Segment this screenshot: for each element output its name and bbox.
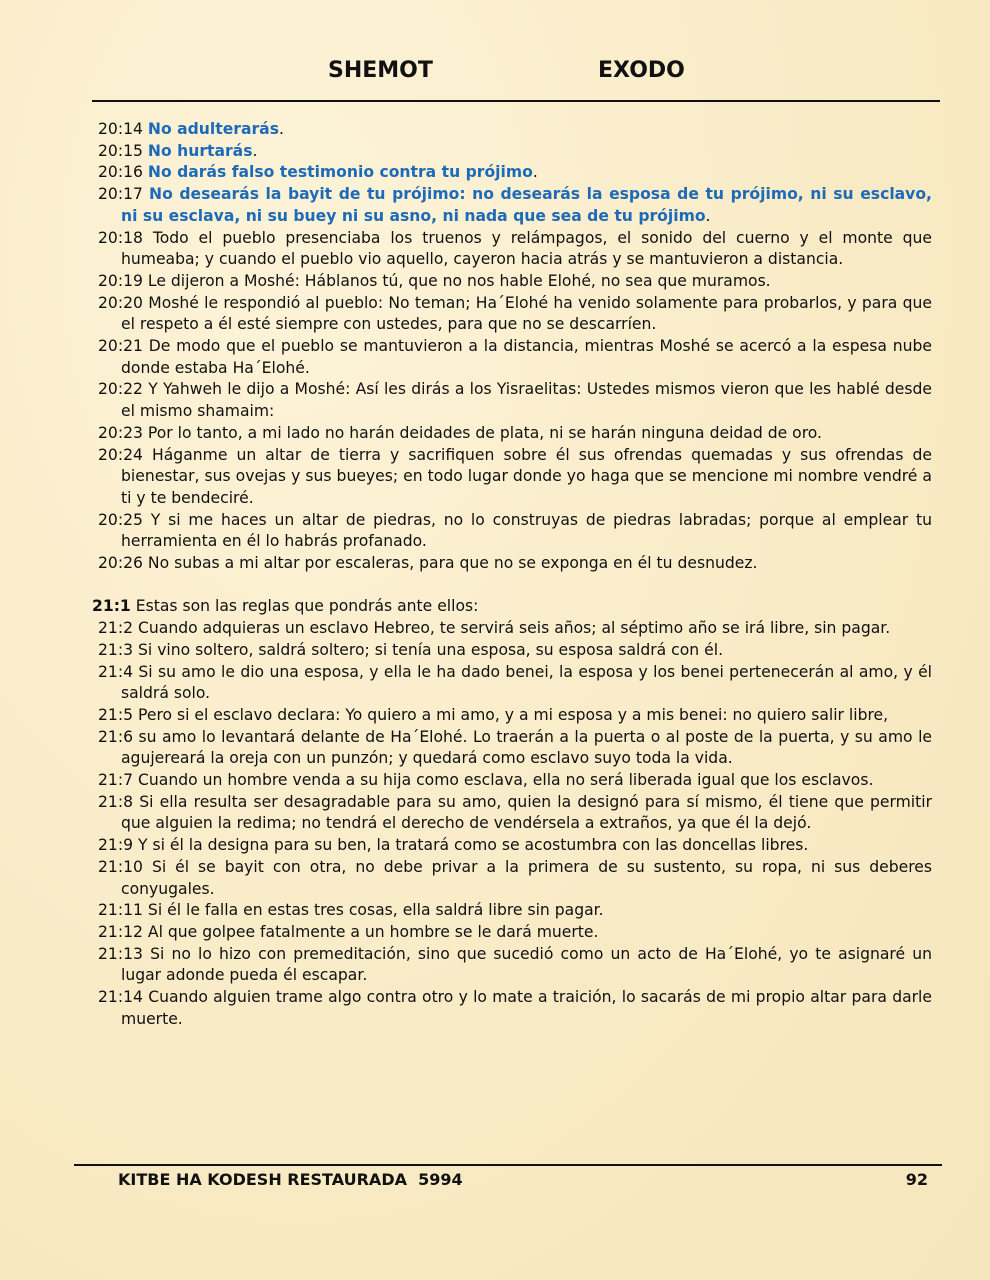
scripture-text bbox=[92, 119, 932, 1031]
verse-text: Si vino soltero, saldrá soltero; si tenía una esposa, su esposa saldrá con él. bbox=[138, 640, 724, 659]
page-number: 92 bbox=[905, 1170, 928, 1189]
verse-punct: . bbox=[252, 141, 258, 160]
footer-rule bbox=[74, 1164, 942, 1166]
verse-ref: 20:19 bbox=[98, 271, 143, 290]
verse-row bbox=[98, 922, 932, 944]
verse-ref: 20:18 bbox=[98, 228, 143, 247]
verse-text: Si ella resulta ser desagradable para su amo, quien la designó para sí mismo, él tiene que permitir que alguien la redima; no tendrá el derecho de vendérsela a extraños, ya que él la dejó. bbox=[121, 792, 932, 833]
verse-highlight: No hurtarás bbox=[147, 141, 253, 160]
verse-row bbox=[98, 445, 932, 510]
verse-highlight: No desearás la bayit de tu prójimo: no desearás la esposa de tu prójimo, ni su esclavo, ni su esclava, ni su buey ni su asno, ni nada que sea de tu prójimo bbox=[121, 185, 932, 225]
verse-text: Si él se bayit con otra, no debe privar a la primera de su sustento, su ropa, ni sus deberes conyugales. bbox=[121, 857, 932, 898]
verse-punct: . bbox=[278, 120, 284, 138]
verse-text: Todo el pueblo presenciaba los truenos y relámpagos, el sonido del cuerno y el monte que humeaba; y cuando el pueblo vio aquello, cayeron hacia atrás y se mantuvieron a distancia. bbox=[121, 228, 932, 269]
verse-text: Le dijeron a Moshé: Háblanos tú, que no nos hable Elohé, no sea que muramos. bbox=[147, 271, 771, 290]
verse-row bbox=[98, 162, 932, 184]
verse-text: Pero si el esclavo declara: Yo quiero a mi amo, y a mi esposa y a mis benei: no quiero salir libre, bbox=[138, 705, 889, 724]
verse-row bbox=[98, 553, 932, 575]
header-rule bbox=[92, 100, 940, 102]
verse-ref: 20:14 bbox=[98, 120, 143, 138]
verse-ref: 21:7 bbox=[98, 771, 134, 790]
verses-chapter-21 bbox=[98, 618, 932, 1030]
verse-row bbox=[98, 293, 932, 336]
verse-row bbox=[98, 228, 932, 271]
verse-ref: 21:4 bbox=[98, 662, 134, 681]
verse-ref: 20:25 bbox=[98, 510, 143, 529]
verse-row bbox=[98, 184, 932, 227]
verse-ref: 21:5 bbox=[98, 705, 134, 724]
verse-text: Cuando adquieras un esclavo Hebreo, te servirá seis años; al séptimo año se irá libre, sin pagar. bbox=[138, 619, 891, 638]
verse-ref: 21:8 bbox=[98, 792, 134, 811]
verse-ref: 20:22 bbox=[98, 380, 143, 399]
verse-row bbox=[98, 271, 932, 293]
verse-text: De modo que el pueblo se mantuvieron a la distancia, mientras Moshé se acercó a la espesa nube donde estaba Ha´Elohé. bbox=[121, 337, 932, 377]
verse-row bbox=[98, 727, 932, 770]
verse-ref: 21:11 bbox=[98, 901, 143, 920]
verse-ref: 20:20 bbox=[98, 293, 143, 312]
chapter-gap bbox=[98, 575, 932, 597]
verse-row bbox=[98, 141, 932, 163]
book-title-spanish: EXODO bbox=[598, 58, 685, 83]
verse-row bbox=[98, 336, 932, 379]
verse-ref: 21:14 bbox=[98, 988, 143, 1007]
verse-punct: . bbox=[532, 163, 538, 182]
verse-text: Si no lo hizo con premeditación, sino que sucedió como un acto de Ha´Elohé, yo te asignaré un lugar adonde pueda él escapar. bbox=[121, 944, 932, 985]
verse-row bbox=[98, 900, 932, 922]
verse-text: Cuando alguien trame algo contra otro y lo mate a traición, lo sacarás de mi propio altar para darle muerte. bbox=[121, 988, 932, 1028]
footer-title: KITBE HA KODESH RESTAURADA 5994 bbox=[118, 1170, 463, 1189]
verse-row bbox=[98, 792, 932, 835]
verse-text: su amo lo levantará delante de Ha´Elohé. Lo traerán a la puerta o al poste de la puerta, y su amo le agujereará la oreja con un punzón; y quedará como esclavo suyo toda la vida. bbox=[121, 727, 932, 768]
verse-ref: 20:24 bbox=[98, 445, 143, 464]
page-footer bbox=[0, 1170, 990, 1194]
verse-ref: 20:23 bbox=[98, 423, 143, 442]
chapter-start-verse bbox=[92, 596, 932, 618]
verse-row bbox=[98, 379, 932, 422]
book-title-hebrew: SHEMOT bbox=[328, 58, 433, 83]
verse-text: Si él le falla en estas tres cosas, ella saldrá libre sin pagar. bbox=[147, 901, 604, 920]
verse-row bbox=[98, 640, 932, 662]
verse-row bbox=[98, 423, 932, 445]
verse-text: Moshé le respondió al pueblo: No teman; Ha´Elohé ha venido solamente para probarlos, y para que el respeto a él esté siempre con ustedes, para que no se descarríen. bbox=[121, 293, 932, 334]
verse-ref: 20:16 bbox=[98, 163, 143, 182]
verse-highlight: No adulterarás bbox=[147, 120, 279, 138]
verse-row bbox=[98, 618, 932, 640]
verse-row bbox=[98, 705, 932, 727]
verse-ref: 20:21 bbox=[98, 337, 143, 356]
verse-text: Por lo tanto, a mi lado no harán deidades de plata, ni se harán ninguna deidad de oro. bbox=[147, 423, 822, 442]
verse-row bbox=[98, 944, 932, 987]
verse-ref: 21:13 bbox=[98, 944, 143, 963]
verse-ref: 21:9 bbox=[98, 836, 134, 855]
verse-ref: 21:3 bbox=[98, 640, 134, 659]
verse-ref: 20:15 bbox=[98, 141, 143, 160]
verse-row bbox=[98, 835, 932, 857]
verse-row bbox=[98, 119, 932, 141]
verse-row bbox=[98, 857, 932, 900]
verse-text: Estas son las reglas que pondrás ante ellos: bbox=[135, 597, 479, 616]
verse-punct: . bbox=[705, 206, 711, 225]
verse-text: Háganme un altar de tierra y sacrifiquen sobre él sus ofrendas quemadas y sus ofrendas de bienestar, sus ovejas y sus bueyes; en todo lugar donde yo haga que se mencione mi nombre vendré a ti y te bendeciré. bbox=[121, 445, 932, 507]
verses-chapter-20 bbox=[98, 119, 932, 575]
verse-highlight: No darás falso testimonio contra tu prójimo bbox=[147, 163, 533, 182]
verse-ref: 20:26 bbox=[98, 554, 143, 573]
verse-text: Si su amo le dio una esposa, y ella le ha dado benei, la esposa y los benei pertenecerán al amo, y él saldrá solo. bbox=[121, 662, 932, 703]
verse-row bbox=[98, 987, 932, 1030]
verse-text: Y Yahweh le dijo a Moshé: Así les dirás a los Yisraelitas: Ustedes mismos vieron que les hablé desde el mismo shamaim: bbox=[121, 380, 932, 421]
verse-ref: 20:17 bbox=[98, 185, 143, 204]
verse-row bbox=[98, 662, 932, 705]
verse-text: Y si me haces un altar de piedras, no lo construyas de piedras labradas; porque al emplear tu herramienta en él lo habrás profanado. bbox=[121, 510, 932, 551]
verse-text: No subas a mi altar por escaleras, para que no se exponga en él tu desnudez. bbox=[147, 554, 758, 573]
verse-text: Cuando un hombre venda a su hija como esclava, ella no será liberada igual que los esclavos. bbox=[138, 771, 874, 790]
verse-row bbox=[98, 770, 932, 792]
verse-text: Y si él la designa para su ben, la tratará como se acostumbra con las doncellas libres. bbox=[138, 836, 809, 855]
verse-ref: 21:10 bbox=[98, 857, 143, 876]
page-header bbox=[0, 58, 990, 92]
verse-ref: 21:6 bbox=[98, 727, 134, 746]
verse-ref: 21:2 bbox=[98, 619, 134, 638]
verse-row bbox=[98, 510, 932, 553]
verse-ref: 21:12 bbox=[98, 923, 143, 941]
verse-ref: 21:1 bbox=[92, 597, 131, 616]
verse-text: Al que golpee fatalmente a un hombre se le dará muerte. bbox=[147, 923, 599, 941]
